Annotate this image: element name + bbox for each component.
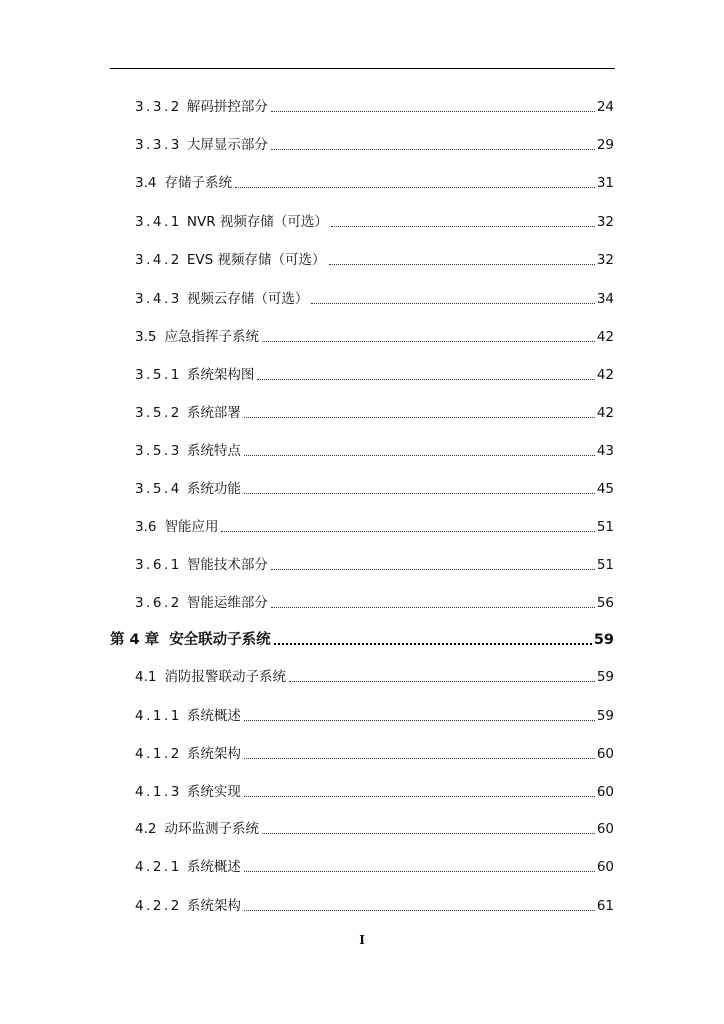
toc-page-number: 59	[596, 669, 614, 685]
toc-dot-leader	[244, 720, 595, 721]
toc-entry-number: 4.1.3	[135, 784, 182, 800]
toc-entry[interactable]	[135, 893, 614, 915]
toc-entry-number: 3.3.3	[135, 137, 182, 153]
toc-page-number: 32	[596, 214, 614, 230]
toc-dot-leader	[244, 455, 595, 456]
toc-page-number: 42	[596, 329, 614, 345]
toc-entry[interactable]	[135, 552, 614, 574]
toc-entry[interactable]	[135, 703, 614, 725]
toc-page-number: 60	[596, 821, 614, 837]
toc-dot-leader	[271, 111, 595, 112]
toc-entry[interactable]	[135, 132, 614, 154]
toc-entry-title	[135, 480, 241, 498]
toc-entry-text: 智能应用	[164, 519, 219, 535]
toc-entry-title	[135, 745, 241, 763]
toc-dot-leader	[221, 531, 594, 532]
toc-entry-number: 3.4.2	[135, 252, 182, 268]
toc-entry-text: 系统部署	[186, 405, 241, 421]
toc-page-number: 32	[596, 252, 614, 268]
toc-dot-leader	[244, 493, 595, 494]
toc-entry-text: 智能技术部分	[186, 557, 268, 573]
toc-entry[interactable]	[135, 779, 614, 801]
toc-entry[interactable]	[135, 514, 614, 536]
toc-entry-number: 4.2.1	[135, 859, 182, 875]
toc-entry-text: 智能运维部分	[186, 595, 268, 611]
toc-entry-number: 3.5	[135, 329, 157, 345]
toc-entry-number: 3.6	[135, 519, 157, 535]
toc-entry[interactable]	[135, 324, 614, 346]
toc-page-number: 60	[596, 784, 614, 800]
toc-entry-text: 系统架构	[186, 898, 241, 914]
toc-entry-title	[135, 328, 259, 346]
toc-entry-title	[135, 136, 268, 154]
toc-entry-number: 3.3.2	[135, 99, 182, 115]
toc-page-number: 42	[596, 405, 614, 421]
toc-entry-number: 3.6.1	[135, 557, 182, 573]
toc-entry-title	[135, 858, 241, 876]
toc-dot-leader	[271, 569, 595, 570]
page-number: I	[359, 933, 365, 947]
toc-dot-leader	[244, 910, 595, 911]
toc-dot-leader	[271, 149, 595, 150]
toc-dot-leader	[244, 796, 595, 797]
toc-dot-leader	[331, 226, 595, 227]
toc-entry-title	[135, 556, 268, 574]
toc-entry[interactable]	[110, 627, 614, 649]
toc-entry[interactable]	[135, 854, 614, 876]
toc-page-number: 61	[596, 898, 614, 914]
toc-page-number: 59	[593, 632, 614, 648]
toc-entry[interactable]	[135, 286, 614, 308]
toc-entry-number: 3.6.2	[135, 595, 182, 611]
toc-entry-text: 系统特点	[186, 443, 241, 459]
toc-entry-title	[135, 897, 241, 915]
toc-entry-title	[135, 820, 259, 838]
toc-entry-text: 大屏显示部分	[186, 137, 268, 153]
toc-entry-title	[135, 518, 218, 536]
toc-entry-title	[135, 783, 241, 801]
toc-dot-leader	[235, 187, 595, 188]
toc-entry-number: 3.4	[135, 175, 157, 191]
toc-entry-text: 系统功能	[186, 481, 241, 497]
toc-entry[interactable]	[135, 94, 614, 116]
toc-entry[interactable]	[135, 664, 614, 686]
toc-dot-leader	[257, 379, 594, 380]
toc-entry-text: 动环监测子系统	[164, 821, 259, 837]
toc-entry-text: 系统概述	[186, 859, 241, 875]
toc-entry[interactable]	[135, 476, 614, 498]
toc-entry-title	[135, 442, 241, 460]
toc-entry-title	[135, 174, 232, 192]
toc-page-number: 43	[596, 443, 614, 459]
toc-entry[interactable]	[135, 170, 614, 192]
toc-page-number: 60	[596, 859, 614, 875]
toc-entry-text: NVR 视频存储（可选）	[186, 214, 328, 230]
toc-entry[interactable]	[135, 741, 614, 763]
toc-entry-text: 视频云存储（可选）	[186, 291, 309, 307]
toc-entry-number: 3.5.1	[135, 367, 182, 383]
toc-entry[interactable]	[135, 247, 614, 269]
toc-entry-number: 4.1.2	[135, 746, 182, 762]
toc-entry-number: 3.4.3	[135, 291, 182, 307]
toc-entry-text: 消防报警联动子系统	[164, 669, 286, 685]
toc-dot-leader	[262, 833, 595, 834]
toc-dot-leader	[262, 341, 595, 342]
toc-entry-text: 安全联动子系统	[169, 632, 271, 648]
toc-entry-text: 存储子系统	[164, 175, 232, 191]
toc-entry-title	[110, 631, 271, 649]
toc-entry-text: 系统架构图	[186, 367, 255, 383]
toc-dot-leader	[244, 417, 595, 418]
toc-entry-title	[135, 290, 308, 308]
toc-entry-title	[135, 366, 254, 384]
toc-entry[interactable]	[135, 590, 614, 612]
toc-entry[interactable]	[135, 816, 614, 838]
toc-entry-text: 系统架构	[186, 746, 241, 762]
toc-entry[interactable]	[135, 362, 614, 384]
toc-entry-number: 3.5.3	[135, 443, 182, 459]
toc-entry-number: 第 4 章	[110, 632, 160, 648]
toc-entry-text: 解码拼控部分	[186, 99, 268, 115]
toc-entry-number: 4.1.1	[135, 708, 182, 724]
toc-entry-number: 3.5.2	[135, 405, 182, 421]
toc-page-number: 31	[596, 175, 614, 191]
toc-entry-number: 4.2	[135, 821, 157, 837]
toc-dot-leader	[311, 303, 594, 304]
toc-dot-leader	[289, 681, 595, 682]
toc-page-number: 59	[596, 708, 614, 724]
toc-entry-title	[135, 251, 326, 269]
toc-entry-text: 系统概述	[186, 708, 241, 724]
toc-dot-leader	[244, 758, 595, 759]
toc-entry-title	[135, 404, 241, 422]
toc-entry-number: 4.2.2	[135, 898, 182, 914]
toc-entry-number: 4.1	[135, 669, 157, 685]
toc-entry[interactable]	[135, 400, 614, 422]
toc-entry-title	[135, 98, 268, 116]
toc-page-number: 51	[596, 519, 614, 535]
toc-dot-leader	[271, 607, 595, 608]
toc-entry[interactable]	[135, 209, 614, 231]
toc-entry-title	[135, 707, 241, 725]
toc-page-number: 29	[596, 137, 614, 153]
toc-page-number: 56	[596, 595, 614, 611]
toc-dot-leader	[244, 871, 595, 872]
toc-entry-number: 3.4.1	[135, 214, 182, 230]
toc-page-number: 34	[596, 291, 614, 307]
toc-entry-text: 应急指挥子系统	[164, 329, 259, 345]
toc-page-number: 45	[596, 481, 614, 497]
toc-entry-text: EVS 视频存储（可选）	[186, 252, 326, 268]
toc-dot-leader	[329, 264, 595, 265]
toc-page-number: 42	[596, 367, 614, 383]
toc-dot-leader	[274, 643, 592, 645]
toc-entry-number: 3.5.4	[135, 481, 182, 497]
toc-page-number: 60	[596, 746, 614, 762]
toc-page-number: 24	[596, 99, 614, 115]
toc-entry-title	[135, 668, 286, 686]
toc-page-number: 51	[596, 557, 614, 573]
toc-entry-text: 系统实现	[186, 784, 241, 800]
toc-entry[interactable]	[135, 438, 614, 460]
toc-entry-title	[135, 213, 328, 231]
toc-entry-title	[135, 594, 268, 612]
